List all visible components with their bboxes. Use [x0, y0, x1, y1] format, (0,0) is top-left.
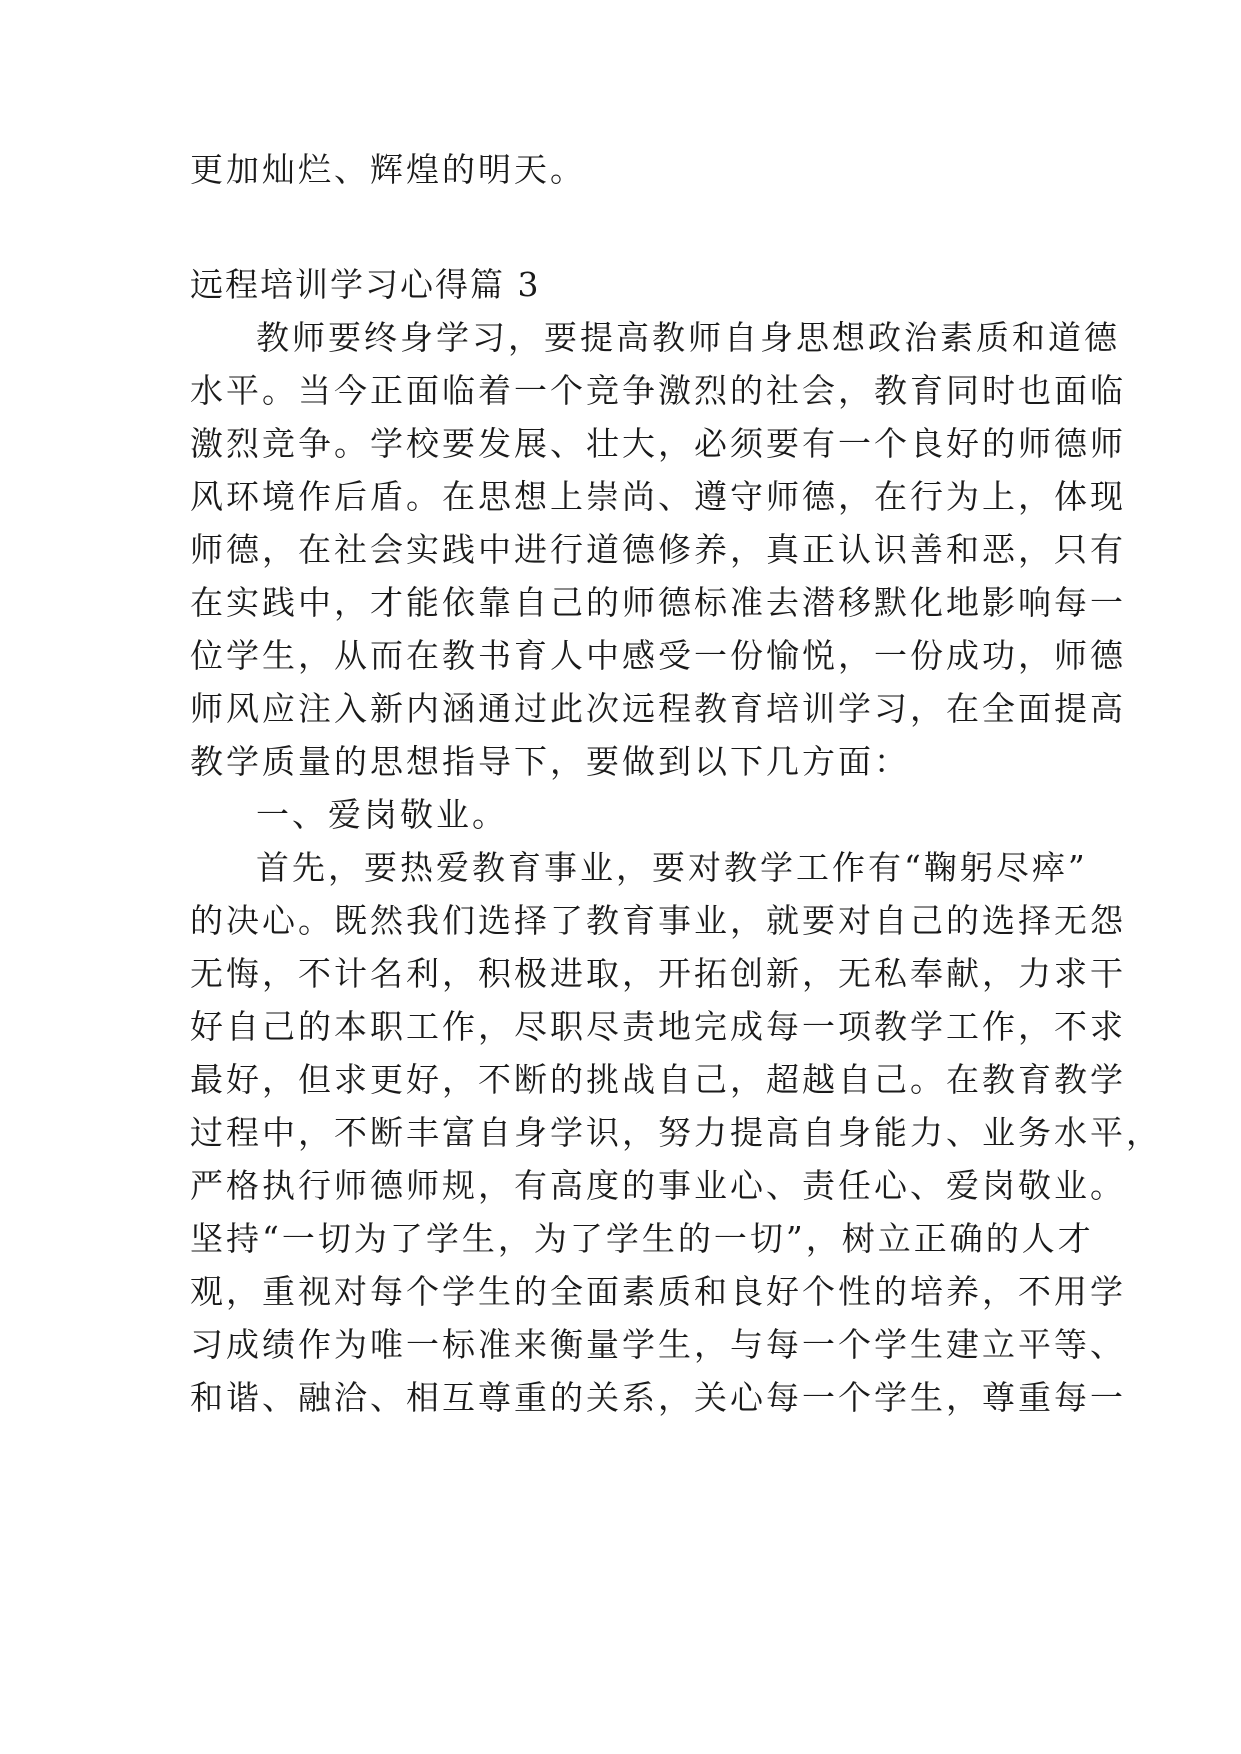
- paragraph-line: 的决心。既然我们选择了教育事业，就要对自己的选择无怨: [190, 901, 1126, 940]
- paragraph-line: 教师要终身学习，要提高教师自身思想政治素质和道德: [256, 318, 1120, 357]
- paragraph-line: 过程中，不断丰富自身学识，努力提高自身能力、业务水平，: [190, 1113, 1162, 1152]
- subheading-line: 一、爱岗敬业。: [256, 795, 508, 834]
- text-line-continuation: 更加灿烂、辉煌的明天。: [190, 150, 586, 189]
- paragraph-line: 最好，但求更好，不断的挑战自己，超越自己。在教育教学: [190, 1060, 1126, 1099]
- paragraph-line: 坚持“一切为了学生，为了学生的一切”，树立正确的人才: [190, 1219, 1094, 1258]
- paragraph-line: 教学质量的思想指导下，要做到以下几方面：: [190, 742, 910, 781]
- paragraph-line: 习成绩作为唯一标准来衡量学生，与每一个学生建立平等、: [190, 1325, 1126, 1364]
- paragraph-line: 在实践中，才能依靠自己的师德标准去潜移默化地影响每一: [190, 583, 1126, 622]
- paragraph-line: 师德，在社会实践中进行道德修养，真正认识善和恶，只有: [190, 530, 1126, 569]
- paragraph-line: 无悔，不计名利，积极进取，开拓创新，无私奉献，力求干: [190, 954, 1126, 993]
- paragraph-line: 激烈竞争。学校要发展、壮大，必须要有一个良好的师德师: [190, 424, 1126, 463]
- paragraph-line: 观，重视对每个学生的全面素质和良好个性的培养，不用学: [190, 1272, 1126, 1311]
- paragraph-line: 位学生，从而在教书育人中感受一份愉悦，一份成功，师德: [190, 636, 1126, 675]
- paragraph-line: 和谐、融洽、相互尊重的关系，关心每一个学生，尊重每一: [190, 1378, 1126, 1417]
- section-heading: 远程培训学习心得篇 3: [190, 265, 541, 304]
- paragraph-line: 水平。当今正面临着一个竞争激烈的社会，教育同时也面临: [190, 371, 1126, 410]
- paragraph-line: 严格执行师德师规，有高度的事业心、责任心、爱岗敬业。: [190, 1166, 1126, 1205]
- paragraph-line: 首先，要热爱教育事业，要对教学工作有“鞠躬尽瘁”: [256, 848, 1088, 887]
- paragraph-line: 师风应注入新内涵通过此次远程教育培训学习，在全面提高: [190, 689, 1126, 728]
- paragraph-line: 风环境作后盾。在思想上崇尚、遵守师德，在行为上，体现: [190, 477, 1126, 516]
- paragraph-line: 好自己的本职工作，尽职尽责地完成每一项教学工作，不求: [190, 1007, 1126, 1046]
